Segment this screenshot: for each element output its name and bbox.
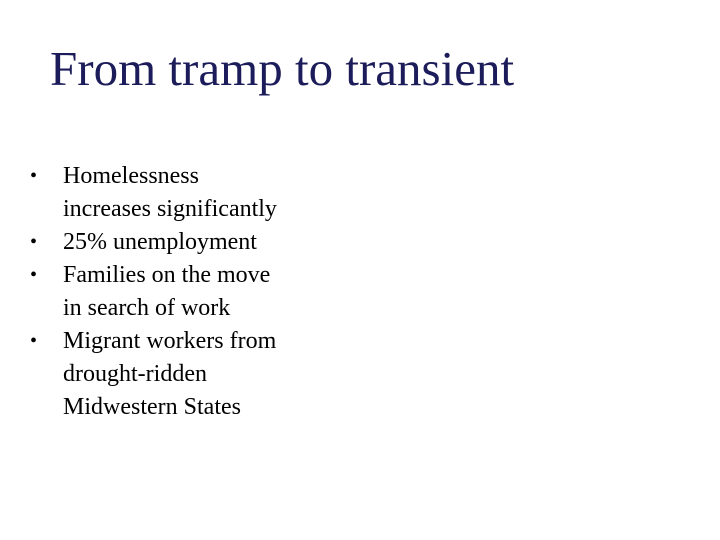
bullet-point-icon: • (30, 165, 38, 187)
bullet-item (30, 160, 350, 226)
bullet-point-icon: • (30, 264, 38, 286)
bullet-text-line: increases significantly (63, 196, 277, 222)
bullet-item (30, 259, 350, 325)
bullet-item (30, 226, 350, 259)
bullet-point-icon: • (30, 231, 38, 253)
bullet-text-line: drought-ridden (63, 361, 207, 387)
bullet-text-line: Families on the move (63, 262, 271, 288)
bullet-item (30, 325, 350, 424)
bullet-text-line: 25% unemployment (63, 229, 257, 255)
bullet-text-line: Homelessness (63, 163, 199, 189)
slide-title: From tramp to transient (50, 41, 515, 96)
bullet-point-icon: • (30, 330, 38, 352)
bullet-text-line: Migrant workers from (63, 328, 277, 354)
bullet-text-line: in search of work (63, 295, 231, 321)
bullet-text-line: Midwestern States (63, 394, 241, 420)
bullet-list (30, 160, 350, 424)
